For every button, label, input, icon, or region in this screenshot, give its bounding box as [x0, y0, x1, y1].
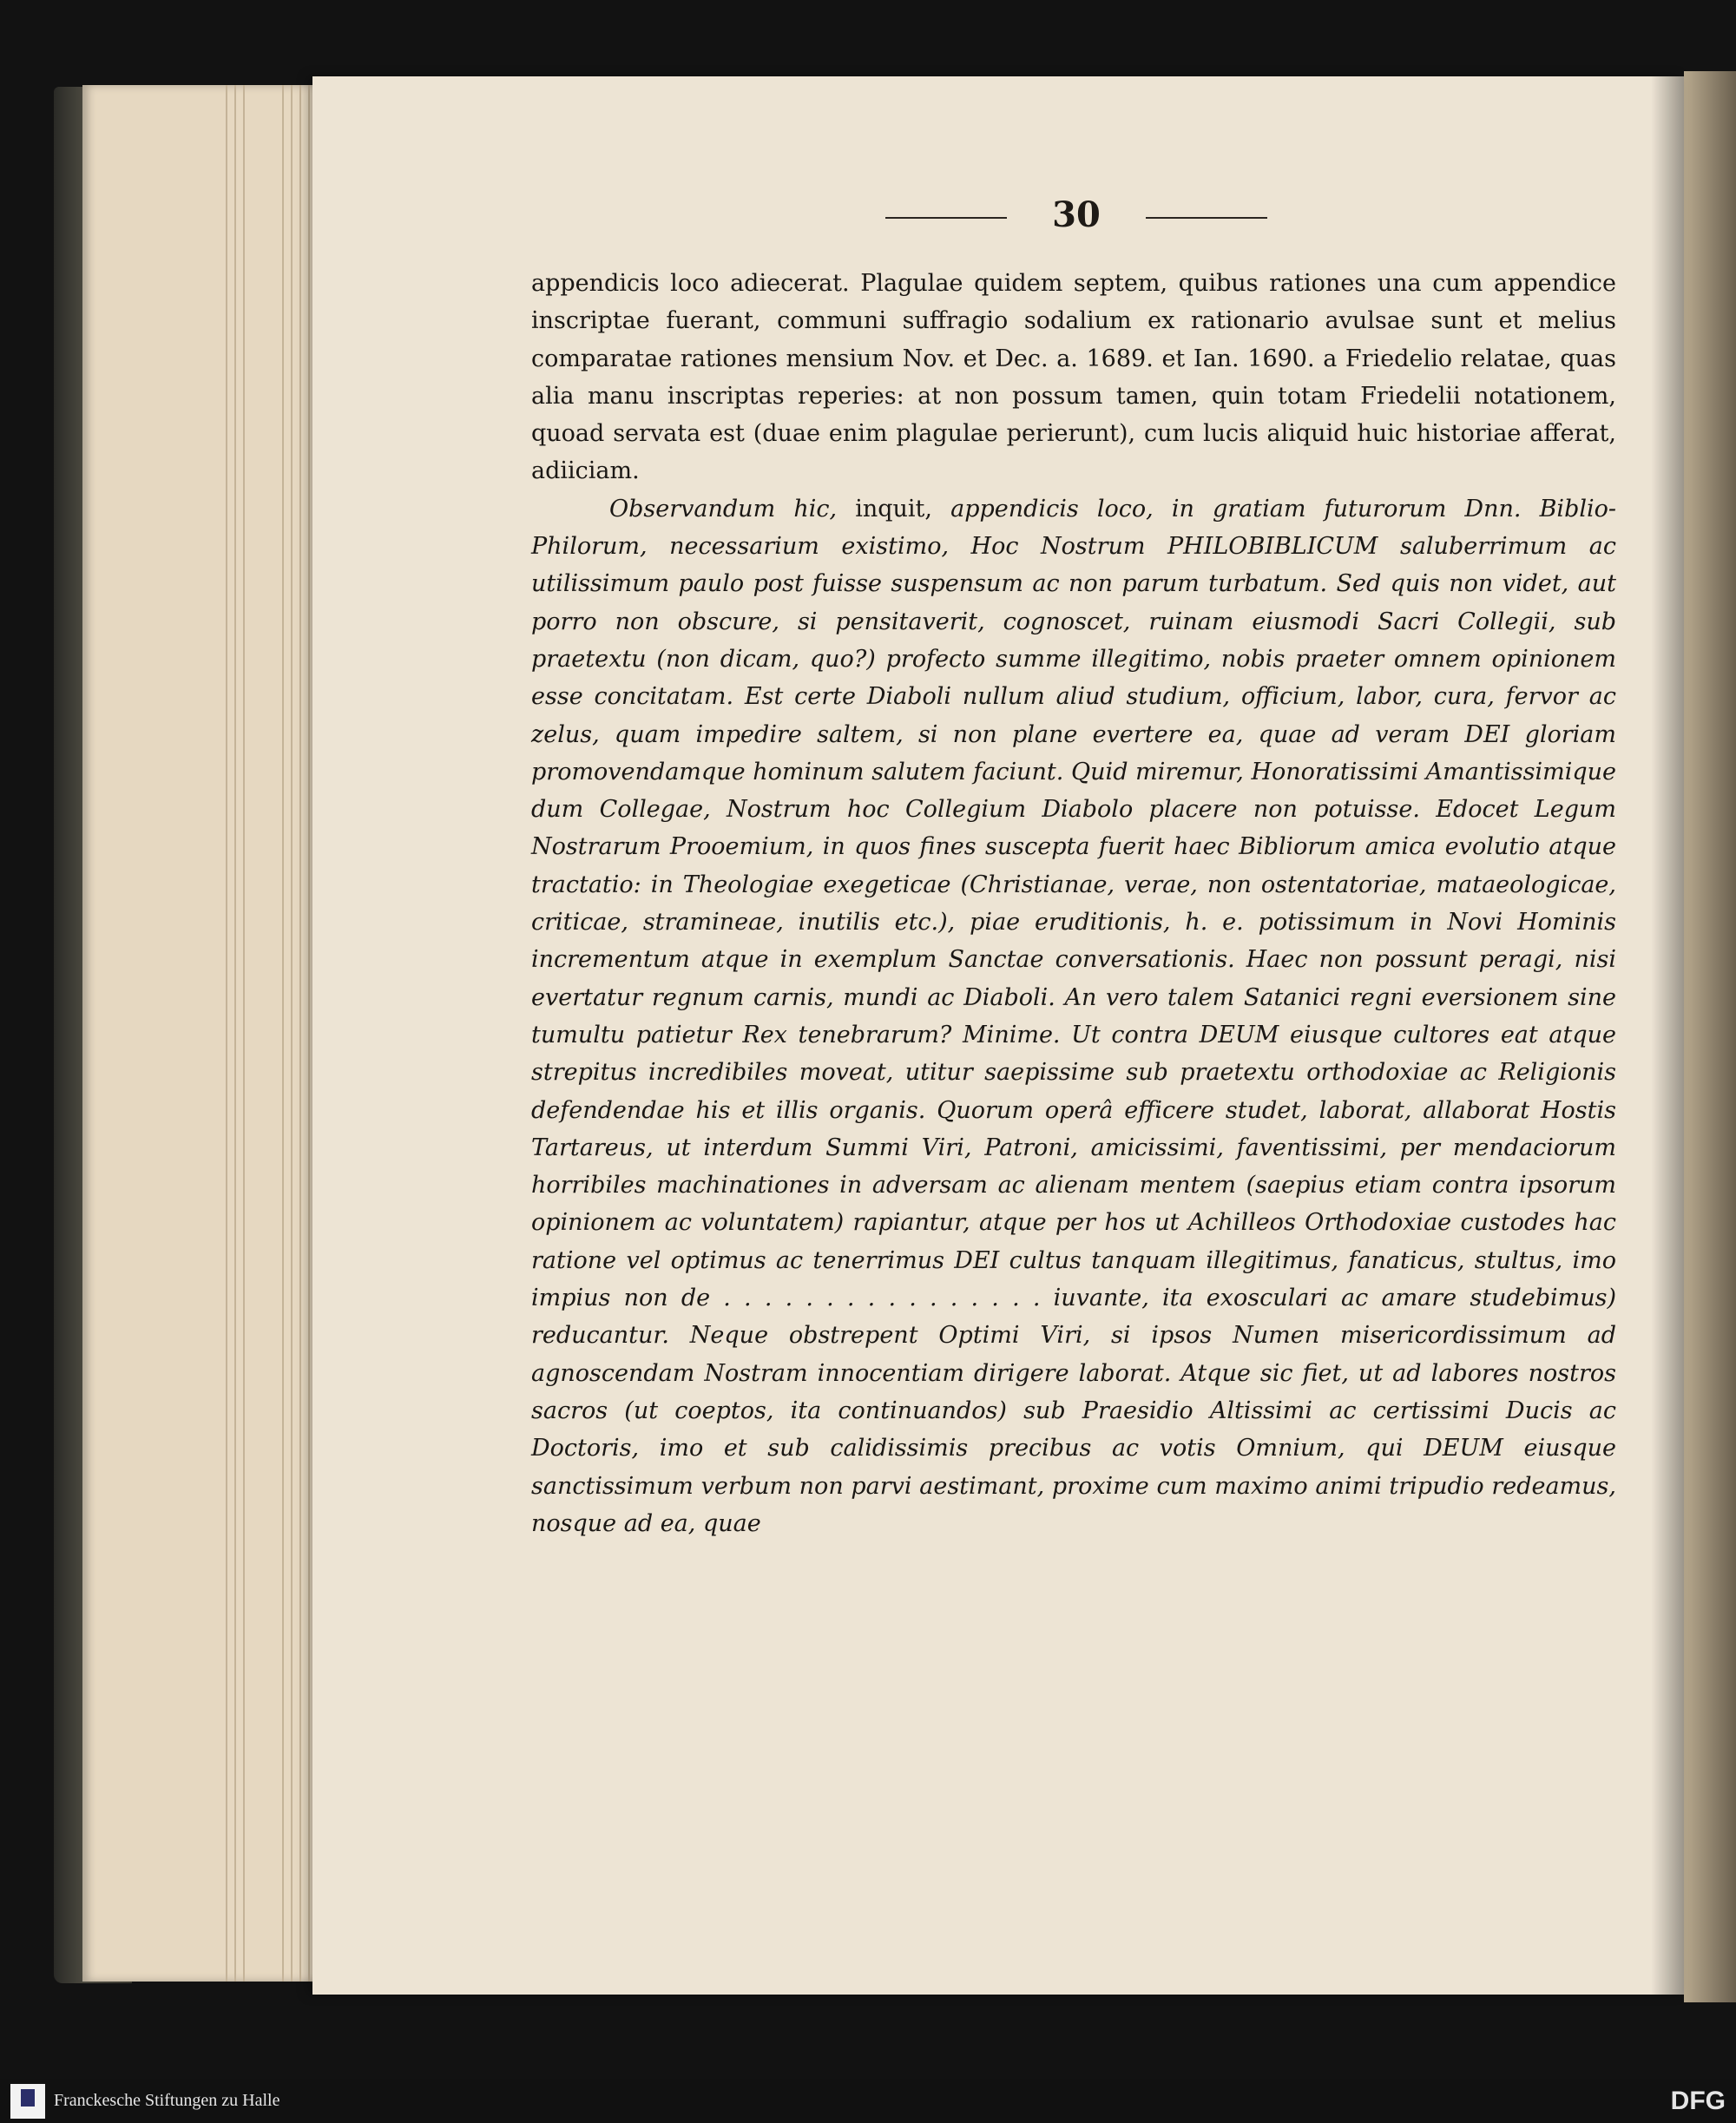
- leaf-edge: [226, 85, 227, 1982]
- leaf-edge: [282, 85, 284, 1982]
- page-body: [531, 265, 1616, 1542]
- p2-italic-body: appendicis loco, in gratiam futurorum Dnn. Biblio-Philorum, necessarium existimo, Hoc Nostrum PHILOBIBLICUM saluberrimum ac utilissimum paulo post fuisse suspensum ac non parum turbatum. Sed quis non videt, aut porro non obscure, si pensitaverit, cognoscet, ruinam eiusmodi Sacri Collegii, sub praetextu (non dicam, quo?) profecto summe illegitimo, nobis praeter omnem opinionem esse concitatam. Est certe Diaboli nullum aliud studium, officium, labor, cura, fervor ac zelus, quam impedire saltem, si non plane evertere ea, quae ad veram DEI gloriam promovendamque hominum salutem faciunt. Quid miremur, Honoratissimi Amantissimique dum Collegae, Nostrum hoc Collegium Diabolo placere non potuisse. Edocet Legum Nostrarum Prooemium, in quos fines suscepta fuerit haec Bibliorum amica evolutio atque tractatio: in Theologiae exegeticae (Christianae, verae, non ostentatoriae, mataeologicae, criticae, stramineae, inutilis etc.), piae eruditionis, h. e. potissimum in Novi Hominis incrementum atque in exemplum Sanctae conversationis. Haec non possunt peragi, nisi evertatur regnum carnis, mundi ac Diaboli. An vero talem Satanici regni eversionem sine tumultu patietur Rex tenebrarum? Minime. Ut contra DEUM eiusque cultores eat atque strepitus incredibiles moveat, utitur saepissime sub praetextu orthodoxiae ac Religionis defendendae his et illis organis. Quorum operâ efficere studet, laborat, allaborat Hostis Tartareus, ut interdum Summi Viri, Patroni, amicissimi, faventissimi, per mendaciorum horribiles machinationes in adversam ac alienam mentem (saepius etiam contra ipsorum opinionem ac voluntatem) rapiantur, atque per hos ut Achilleos Orthodoxiae custodes hac ratione vel optimus ac tenerrimus DEI cultus tanquam illegitimus, fanaticus, stultus, imo impius non de . . . . . . . . . . . . . . . . iuvante, ita exosculari ac amare studebimus) reducantur. Neque obstrepent Optimi Viri, si ipsos Numen misericordissimum ad agnoscendam Nostram innocentiam dirigere laborat. Atque sic fiet, ut ad labores nostros sacros (ut coeptos, ita continuandos) sub Praesidio Altissimi ac certissimi Ducis ac Doctoris, imo et sub calidissimis precibus ac votis Omnium, qui DEUM eiusque sanctissimum verbum non parvi aestimant, proxime cum maximo animi tripudio redeamus, nosque ad ea, quae: [531, 495, 1616, 1537]
- institution-logo-icon: [10, 2084, 45, 2119]
- leaf-edge: [299, 85, 301, 1982]
- leaf-edge: [291, 85, 293, 1982]
- p2-inquit: inquit,: [837, 495, 951, 523]
- dfg-logo: DFG: [1670, 2087, 1726, 2115]
- page-number: 30: [1052, 194, 1101, 235]
- page-stack: [82, 85, 326, 1982]
- leaf-edge: [308, 85, 310, 1982]
- facing-page-edge: [1684, 71, 1736, 2002]
- footer-bar: [0, 2079, 1736, 2123]
- paragraph-2: [531, 490, 1616, 1542]
- leaf-edge: [243, 85, 245, 1982]
- paragraph-1: appendicis loco adiecerat. Plagulae quidem septem, quibus rationes una cum appendice inscriptae fuerant, communi suffragio sodalium ex rationario avulsae sunt et melius comparatae rationes mensium Nov. et Dec. a. 1689. et Ian. 1690. a Friedelio relatae, quas alia manu inscriptas reperies: at non possum tamen, quin totam Friedelii notationem, quoad servata est (duae enim plagulae perierunt), cum lucis aliquid huic historiae afferat, adiiciam.: [531, 270, 1616, 485]
- header-rule-right: [1146, 217, 1267, 219]
- page-header: [868, 189, 1285, 241]
- header-rule-left: [885, 217, 1007, 219]
- institution-name: Franckesche Stiftungen zu Halle: [54, 2091, 280, 2110]
- leaf-edge: [234, 85, 236, 1982]
- p2-italic-open: Observandum hic,: [609, 495, 838, 523]
